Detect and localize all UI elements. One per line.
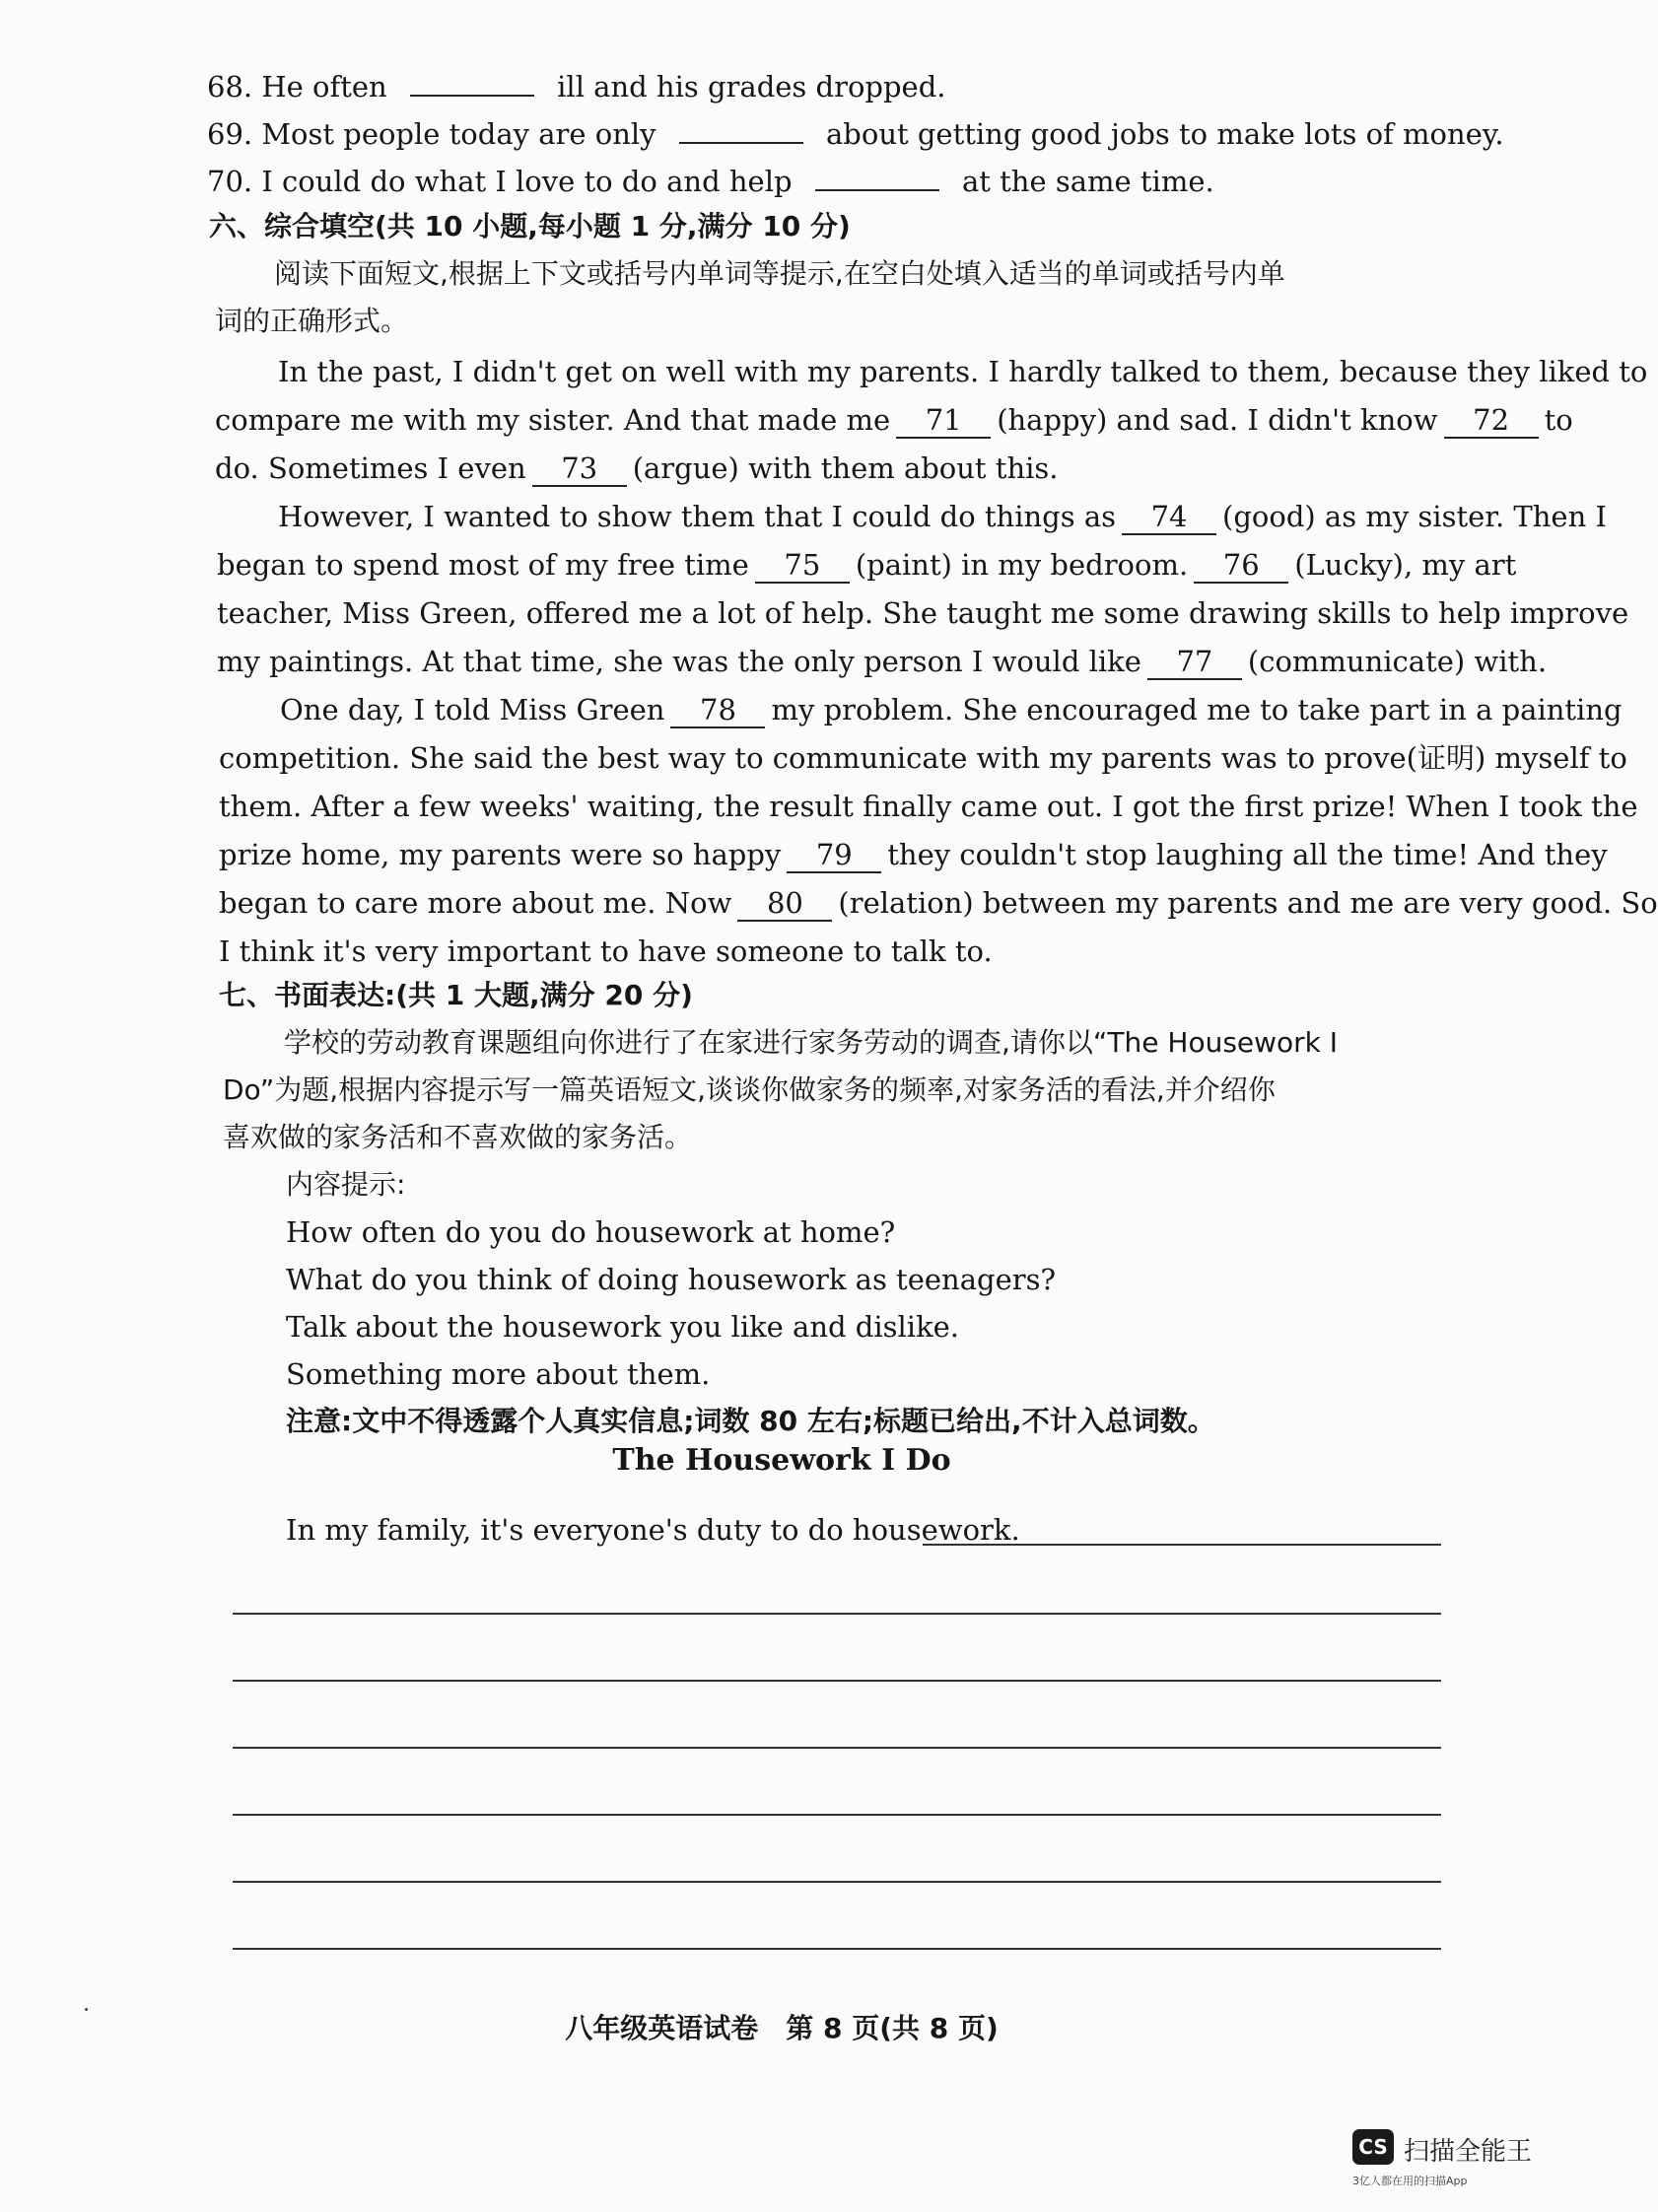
blank-74[interactable]: 74 — [1122, 500, 1216, 535]
writing-line[interactable] — [233, 1814, 1441, 1816]
question-number: 70. — [207, 165, 253, 198]
blank-78[interactable]: 78 — [670, 693, 765, 728]
writing-line[interactable] — [233, 1747, 1441, 1749]
blank-71[interactable]: 71 — [896, 403, 991, 439]
hint-item: How often do you do housework at home? — [286, 1215, 896, 1249]
blank-79[interactable]: 79 — [787, 838, 881, 873]
passage-text: (argue) with them about this. — [632, 451, 1059, 485]
question-text-after: at the same time. — [961, 165, 1214, 198]
hint-item: Talk about the housework you like and dislike. — [286, 1310, 960, 1344]
passage-line — [219, 930, 1490, 973]
writing-line[interactable] — [233, 1613, 1441, 1615]
passage-line — [215, 398, 1573, 442]
watermark-name: 扫描全能王 — [1404, 2137, 1533, 2167]
writing-note: 注意:文中不得透露个人真实信息;词数 80 左右;标题已给出,不计入总词数。 — [286, 1405, 1215, 1437]
blank-72[interactable]: 72 — [1444, 403, 1539, 439]
section-6-heading: 六、综合填空(共 10 小题,每小题 1 分,满分 10 分) — [209, 210, 851, 242]
passage-text: my problem. She encouraged me to take part in a painting — [771, 693, 1623, 726]
blank-76[interactable]: 76 — [1194, 548, 1288, 584]
passage-text: them. After a few weeks' waiting, the result finally came out. I got the first prize! When I took the — [219, 790, 1638, 823]
question-number: 69. — [207, 117, 253, 151]
passage-text: began to care more about me. Now — [219, 886, 732, 920]
essay-opening: In my family, it's everyone's duty to do housework. — [286, 1513, 1020, 1547]
section-7-heading: 七、书面表达:(共 1 大题,满分 20 分) — [219, 979, 693, 1011]
writing-line[interactable] — [233, 1680, 1441, 1682]
question-68 — [207, 63, 1479, 108]
page-footer: 八年级英语试卷 第 8 页(共 8 页) — [565, 2012, 999, 2044]
passage-line — [217, 591, 1629, 635]
writing-prompt: 学校的劳动教育课题组向你进行了在家进行家务劳动的调查,请你以“The Housework I — [284, 1026, 1339, 1059]
question-number: 68. — [207, 70, 253, 104]
section-6-instruction: 阅读下面短文,根据上下文或括号内单词等提示,在空白处填入适当的单词或括号内单 — [274, 257, 1285, 290]
writing-line[interactable] — [233, 1948, 1441, 1950]
hint-label: 内容提示: — [286, 1168, 406, 1201]
passage-line — [219, 785, 1638, 828]
essay-title: The Housework I Do — [612, 1443, 951, 1478]
passage-line — [278, 350, 1648, 393]
passage-text: In the past, I didn't get on well with my parents. I hardly talked to them, because they liked to — [278, 355, 1648, 388]
blank-73[interactable]: 73 — [532, 451, 627, 487]
passage-text: competition. She said the best way to communicate with my parents was to prove(证明) myself to — [219, 741, 1627, 775]
passage-text: However, I wanted to show them that I could do things as — [278, 500, 1117, 533]
writing-line[interactable] — [923, 1544, 1441, 1546]
writing-prompt: Do”为题,根据内容提示写一篇英语短文,谈谈你做家务的频率,对家务活的看法,并介绍你 — [223, 1073, 1276, 1106]
blank-77[interactable]: 77 — [1147, 645, 1242, 680]
question-text-before: Most people today are only — [261, 117, 656, 151]
passage-text: (communicate) with. — [1247, 645, 1548, 678]
passage-text: (good) as my sister. Then I — [1222, 500, 1607, 533]
passage-line — [219, 881, 1658, 925]
answer-blank[interactable] — [410, 63, 534, 97]
passage-line — [217, 640, 1548, 683]
passage-text: teacher, Miss Green, offered me a lot of help. She taught me some drawing skills to help improve — [217, 596, 1629, 630]
passage-text: (Lucky), my art — [1294, 548, 1517, 582]
passage-text: they couldn't stop laughing all the time! And they — [887, 838, 1608, 871]
passage-text: began to spend most of my free time — [217, 548, 749, 582]
passage-text: (paint) in my bedroom. — [855, 548, 1189, 582]
passage-line — [219, 736, 1627, 780]
passage-line — [219, 833, 1608, 876]
question-text-after: ill and his grades dropped. — [557, 70, 946, 104]
passage-text: to — [1544, 403, 1573, 437]
camscanner-logo-icon: CS — [1352, 2129, 1394, 2165]
passage-text: my paintings. At that time, she was the only person I would like — [217, 645, 1141, 678]
passage-line — [280, 688, 1623, 731]
answer-blank[interactable] — [679, 110, 803, 144]
blank-75[interactable]: 75 — [755, 548, 850, 584]
passage-text: One day, I told Miss Green — [280, 693, 665, 726]
blank-80[interactable]: 80 — [737, 886, 832, 922]
passage-line — [215, 447, 1486, 490]
passage-text: compare me with my sister. And that made me — [215, 403, 891, 437]
writing-line[interactable] — [233, 1881, 1441, 1883]
question-69 — [207, 110, 1504, 156]
hint-item: Something more about them. — [286, 1357, 711, 1391]
passage-text: (happy) and sad. I didn't know — [997, 403, 1438, 437]
question-text-before: He often — [261, 70, 387, 104]
passage-line — [278, 495, 1607, 538]
passage-text: (relation) between my parents and me are very good. So — [838, 886, 1658, 920]
watermark-tagline: 3亿人都在用的扫描App — [1352, 2175, 1468, 2187]
section-6-instruction: 词的正确形式。 — [215, 305, 409, 337]
writing-prompt: 喜欢做的家务活和不喜欢做的家务活。 — [223, 1121, 693, 1153]
passage-line — [217, 543, 1517, 587]
question-70 — [207, 158, 1479, 203]
hint-item: What do you think of doing housework as teenagers? — [286, 1263, 1057, 1296]
answer-blank[interactable] — [815, 158, 939, 191]
question-text-after: about getting good jobs to make lots of money. — [826, 117, 1504, 151]
passage-text: I think it's very important to have someone to talk to. — [219, 934, 993, 968]
question-text-before: I could do what I love to do and help — [261, 165, 793, 198]
passage-text: prize home, my parents were so happy — [219, 838, 782, 871]
passage-text: do. Sometimes I even — [215, 451, 526, 485]
